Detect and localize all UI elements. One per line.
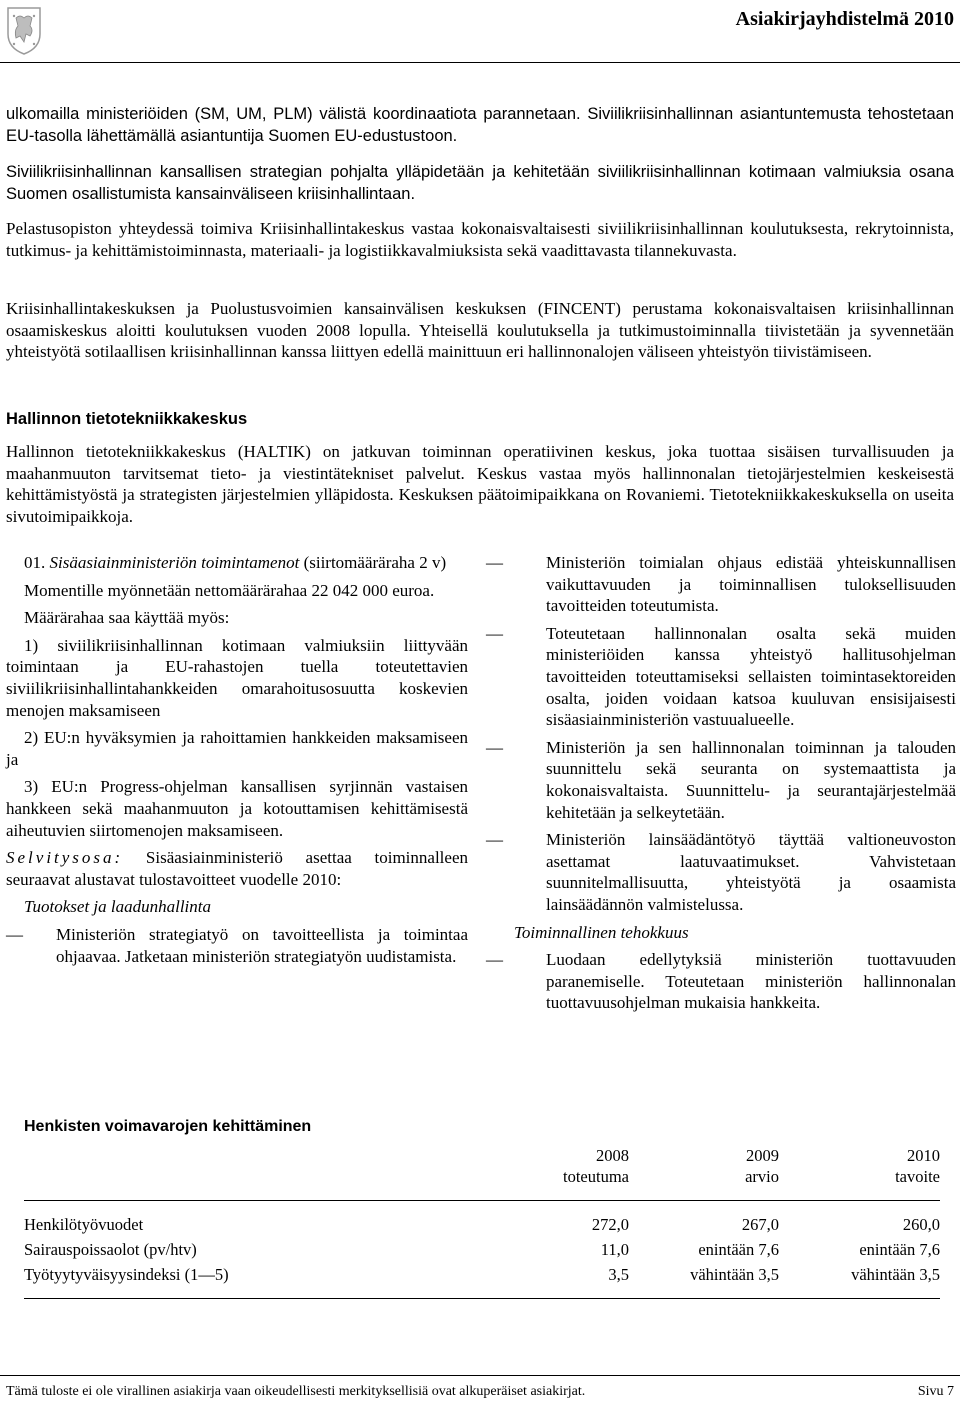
list-item (486, 737, 956, 823)
column-subtitle: arvio (745, 1167, 779, 1186)
table-top-rule (24, 1200, 940, 1201)
list-item (6, 924, 468, 967)
dash-marker: — (486, 553, 503, 572)
column-subtitle: tavoite (895, 1167, 940, 1186)
cell-2009: enintään 7,6 (698, 1240, 779, 1259)
cell-2009: 267,0 (741, 1215, 779, 1234)
cell-2009: vähintään 3,5 (690, 1265, 779, 1284)
table-header-empty (24, 1145, 479, 1187)
subheading-toiminnallinen: Toiminnallinen tehokkuus (514, 922, 689, 942)
bullet-text: Ministeriön strategiatyö on tavoitteellista ja toimintaa ohjaavaa. Jatketaan ministeriön strategiatyön uudistamista. (56, 924, 468, 966)
right-column (486, 552, 956, 1020)
row-label: Henkilötyövuodet (24, 1215, 144, 1234)
list-item (486, 949, 956, 1014)
dash-marker: — (486, 623, 503, 643)
intro-paragraph-2: Siviilikriisinhallinnan kansallisen strategian pohjalta ylläpidetään ja kehitetään siviilikriisinhallinnan kotimaan valmiuksia osana Suomen osallistumista kansainväliseen kriisinhallintaan. (6, 163, 954, 203)
cell-2010: 260,0 (902, 1215, 940, 1234)
finnish-lion-crest-icon (4, 4, 44, 56)
selvitysosa-paragraph (6, 847, 468, 890)
intro-paragraph-1: ulkomailla ministeriöiden (SM, UM, PLM) välistä koordinaatiota parannetaan. Siviilikriisinhallinnan asiantuntemusta tehostetaan EU-tasolla lähettämällä asiantuntija Suomen EU-edustustoon. (6, 105, 954, 145)
dash-marker: — (486, 830, 503, 850)
list-item (486, 552, 956, 617)
bullet-text: Ministeriön ja sen hallinnonalan toiminnan ja talouden suunnittelu sekä seuranta on systemaattista ja kokonaisvaltaista. Suunnittelu- ja seurantajärjestelmää kehitetään ja selkeytetään. (546, 737, 956, 822)
column-subtitle: toteutuma (563, 1167, 629, 1186)
table-title: Henkisten voimavarojen kehittäminen (24, 1118, 312, 1135)
selvitysosa-text: Sisäasiainministeriö asettaa toiminnalleen seuraavat alustavat tulostavoitteet vuodelle 2010: (6, 848, 468, 889)
list-item (486, 829, 956, 915)
selvitysosa-label: Selvitysosa: (6, 848, 124, 868)
section-heading-haltik: Hallinnon tietotekniikkakeskus (6, 410, 248, 428)
footer-divider (0, 1375, 960, 1376)
item-suffix: (siirtomääräraha 2 v) (299, 553, 447, 572)
list-item (486, 623, 956, 731)
momentti-paragraph: Momentille myönnetään nettomäärärahaa 22 042 000 euroa. (24, 580, 435, 600)
intro-paragraph-3: Pelastusopiston yhteydessä toimiva Kriisinhallintakeskus vastaa kokonaisvaltaisesti siviilikriisinhallinnan koulutuksesta, rekrytoinnista, tutkimus- ja kehittämistoiminnasta, materiaali- ja logistiikkavalmiuksista sekä vaadittavasta tilannekuvasta. (6, 219, 954, 260)
document-title: Asiakirjayhdistelmä 2010 (735, 8, 954, 30)
item-title: Sisäasiainministeriön toimintamenot (49, 553, 300, 572)
usage-item-3: 3) EU:n Progress-ohjelman kansallisen syrjinnän vastaisen hankkeen sekä maahanmuuton ja kotouttamisen kehittämisestä aiheutuvien siirtomenojen maksamiseen. (6, 777, 468, 840)
item-01 (6, 552, 468, 574)
column-year: 2010 (907, 1146, 940, 1165)
cell-2010: vähintään 3,5 (851, 1265, 940, 1284)
bullet-text: Ministeriön lainsäädäntötyö täyttää valtioneuvoston asettamat laatuvaatimukset. Vahvistetaan suunnitelmallisuutta, yhteistyötä ja osaamista lainsäädännön valmistelussa. (546, 830, 956, 914)
hr-table (24, 1145, 940, 1287)
item-number: 01. (24, 553, 46, 572)
table-row (24, 1212, 940, 1237)
column-year: 2009 (746, 1146, 779, 1165)
table-header-row (24, 1145, 940, 1187)
table-header-2008 (479, 1145, 629, 1187)
usage-item-2: 2) EU:n hyväksymien ja rahoittamien hankkeiden maksamiseen ja (6, 728, 468, 769)
table-row (24, 1237, 940, 1262)
bullet-text: Ministeriön toimialan ohjaus edistää yhteiskunnallisen vaikuttavuuden ja toiminnallisen tuloksellisuuden tavoitteiden toteutumista. (546, 553, 956, 616)
maararahaa-paragraph: Määrärahaa saa käyttää myös: (24, 608, 230, 628)
dash-marker: — (486, 950, 503, 970)
footer-disclaimer: Tämä tuloste ei ole virallinen asiakirja vaan oikeudellisesti merkityksellisiä ovat alkuperäiset asiakirjat. (6, 1384, 586, 1399)
subheading-tuotokset: Tuotokset ja laadunhallinta (24, 897, 212, 917)
cell-2008: 3,5 (608, 1265, 629, 1284)
dash-marker: — (6, 924, 23, 944)
haltik-paragraph: Hallinnon tietotekniikkakeskus (HALTIK) on jatkuvan toiminnan operatiivinen keskus, joka tuottaa sisäisen turvallisuuden ja maahanmuuton tarvitsemat tieto- ja viestintätekniset palvelut. Keskus vastaa myös hallinnonalan tietojärjestelmien keskeisestä kehittämistyöstä ja strategisten järjestelmien ylläpidosta. Keskuksen päätoimipaikkana on Rovaniemi. Tietotekniikkakeskuksella on useita sivutoimipaikkoja. (6, 442, 954, 526)
header-divider (0, 62, 960, 63)
usage-item-1: 1) siviilikriisinhallinnan kotimaan valmiuksiin liittyvään toimintaan ja EU-rahastojen tuella toteutettavien siviilikriisinhallintahankkeiden omarahoitusosuutta koskevien menojen maksamiseen (6, 635, 468, 720)
cell-2010: enintään 7,6 (859, 1240, 940, 1259)
table-bottom-rule (24, 1298, 940, 1299)
table-header-2009 (629, 1145, 779, 1187)
column-year: 2008 (596, 1146, 629, 1165)
bullet-text: Luodaan edellytyksiä ministeriön tuottavuuden paranemiselle. Toteutetaan ministeriön hallinnonalan tuottavuusohjelman mukaisia hankkeita. (546, 950, 956, 1013)
row-label: Työtyytyväisyysindeksi (1—5) (24, 1265, 229, 1284)
page-number: Sivu 7 (917, 1384, 954, 1399)
bullet-text: Toteutetaan hallinnonalan osalta sekä muiden ministeriöiden kanssa yhteistyö hallitusohjelman tavoitteiden toteuttamiseksi sellaisten toimintasektoreiden osalta, joiden voidaan katsoa kuuluvan ensisijaisesti sisäasiainministeriön vastuualueelle. (546, 623, 956, 730)
intro-paragraph-4: Kriisinhallintakeskuksen ja Puolustusvoimien kansainvälisen keskuksen (FINCENT) perustama kokonaisvaltaisen kriisinhallinnan osaamiskeskus aloitti koulutuksen vuoden 2008 lopulla. Yhteisellä koulutuksella ja tutkimustoiminnalla tiivistetään ja syvennetään yhteistyötä sotilaallisen kriisinhallinnan kanssa liittyen edellä mainittuun eri hallinnonalojen väliseen yhteistyön tiivistämiseen. (6, 299, 954, 362)
row-label: Sairauspoissaolot (pv/htv) (24, 1240, 197, 1259)
dash-marker: — (486, 737, 503, 757)
cell-2008: 11,0 (600, 1240, 629, 1259)
cell-2008: 272,0 (591, 1215, 629, 1234)
table-row (24, 1262, 940, 1287)
table-header-2010 (779, 1145, 940, 1187)
left-column (6, 552, 468, 973)
